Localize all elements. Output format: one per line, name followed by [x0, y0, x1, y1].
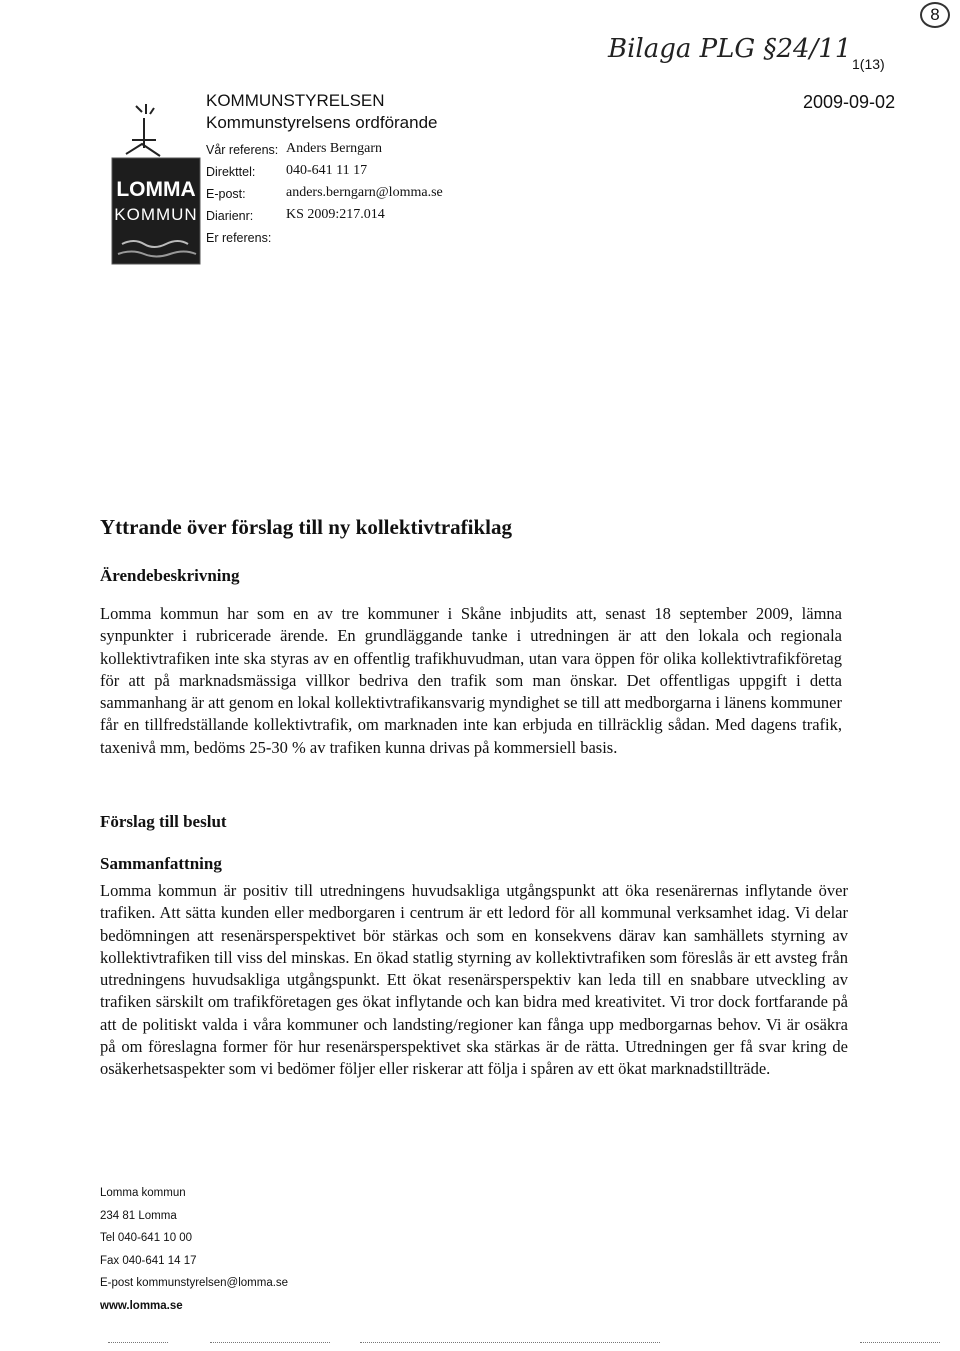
bottom-scan-dots: [108, 1342, 168, 1343]
bottom-scan-dots: [210, 1342, 330, 1343]
meta-value: 040-641 11 17: [286, 163, 368, 178]
section-heading-arendebeskrivning: Ärendebeskrivning: [100, 566, 240, 585]
section-heading-forslag-till-beslut: Förslag till beslut: [100, 812, 227, 831]
meta-label: Vår referens:: [206, 143, 279, 157]
organization-name: KOMMUNSTYRELSEN: [206, 91, 385, 110]
section-heading-sammanfattning: Sammanfattning: [100, 854, 222, 873]
svg-text:LOMMA: LOMMA: [116, 178, 196, 201]
page-number: 1(13): [852, 56, 885, 72]
footer-contact: [100, 1182, 288, 1317]
bottom-scan-dots: [360, 1342, 660, 1343]
document-date: 2009-09-02: [803, 92, 896, 112]
organization-block: [206, 90, 438, 134]
section-body-sammanfattning: Lomma kommun är positiv till utredningens huvudsakliga utgångspunkt att öka resenärernas inflytande över trafiken. Att sätta kunden eller medborgaren i centrum är ett ledord för all kommunal verksamhet idag. Vi delar bedömningen att resenärsperspektivet bör stärkas och som en konsekvens därav kan samhällets styrning av kollektivtrafiken till viss del minskas. En ökad statlig styrning av kollektivtrafiken som föreslås är ett avsteg från utredningens huvudsakliga utgångspunkt. Ett ökat resenärsperspektiv kan leda till en snabbare utveckling av trafiken särskilt om trafikföretagen ges ökat inflytande och kan bidra med kreativitet. Vi tror dock fortfarande på att de politiskt valda i våra kommuner och landsting/regioner kan fånga upp medborgarnas behov. Vi är osäkra på om föreslagna former för hur resenärsperspektivet ska stärkas är de rätta. Utredningen ger få svar kring de osäkerhetsaspekter som vi bedömer följer eller riskerar att följa i spåren av ett ökat marknadstillträde.: [100, 881, 848, 1079]
meta-label: Direkttel:: [206, 165, 256, 179]
meta-label: E-post:: [206, 187, 246, 201]
circled-number-mark: 8: [920, 2, 950, 28]
lomma-kommun-logo: [108, 96, 204, 272]
footer-organization: Lomma kommun: [100, 1187, 186, 1199]
footer-fax: Fax 040-641 14 17: [100, 1254, 197, 1267]
meta-value: Anders Berngarn: [286, 141, 383, 156]
footer-phone: Tel 040-641 10 00: [100, 1232, 193, 1244]
meta-value: KS 2009:217.014: [286, 207, 385, 222]
footer-website-link[interactable]: www.lomma.se: [100, 1299, 183, 1312]
svg-text:KOMMUN: KOMMUN: [114, 205, 198, 224]
section-body-arendebeskrivning: Lomma kommun har som en av tre kommuner i Skåne inbjudits att, senast 18 september 2009, lämna synpunkter i rubricerade ärende. En grundläggande tanke i utredningen är att den lokala och regionala kollektivtrafiken inte ska styras av en offentlig trafikhuvudman, utan vara öppen för olika kollektivtrafikföretag för att på marknadsmässiga villkor bedriva den trafik som man önskar. Det offentligas uppgift i detta sammanhang är att genom en lokal kollektivtrafikansvarig myndighet se till att medborgarna i länens kommuner får en tillfredställande kollektivtrafik, om marknaden inte kan erbjuda en tillräcklig sådan. Med dagens trafik, taxenivå mm, bedöms 25-30 % av trafiken kunna drivas på kommersiell basis.: [100, 604, 843, 757]
bottom-scan-dots: [860, 1342, 940, 1343]
footer-address: 234 81 Lomma: [100, 1209, 177, 1222]
meta-label: Er referens:: [206, 231, 272, 245]
handwritten-annotation: Bilaga PLG §24/11: [608, 34, 852, 64]
email-link[interactable]: anders.berngarn@lomma.se: [286, 185, 443, 200]
organization-role: Kommunstyrelsens ordförande: [206, 113, 438, 132]
document-title: Yttrande över förslag till ny kollektivtrafiklag: [100, 515, 512, 539]
footer-email-link[interactable]: E-post kommunstyrelsen@lomma.se: [100, 1277, 289, 1289]
meta-label: Diarienr:: [206, 209, 254, 223]
